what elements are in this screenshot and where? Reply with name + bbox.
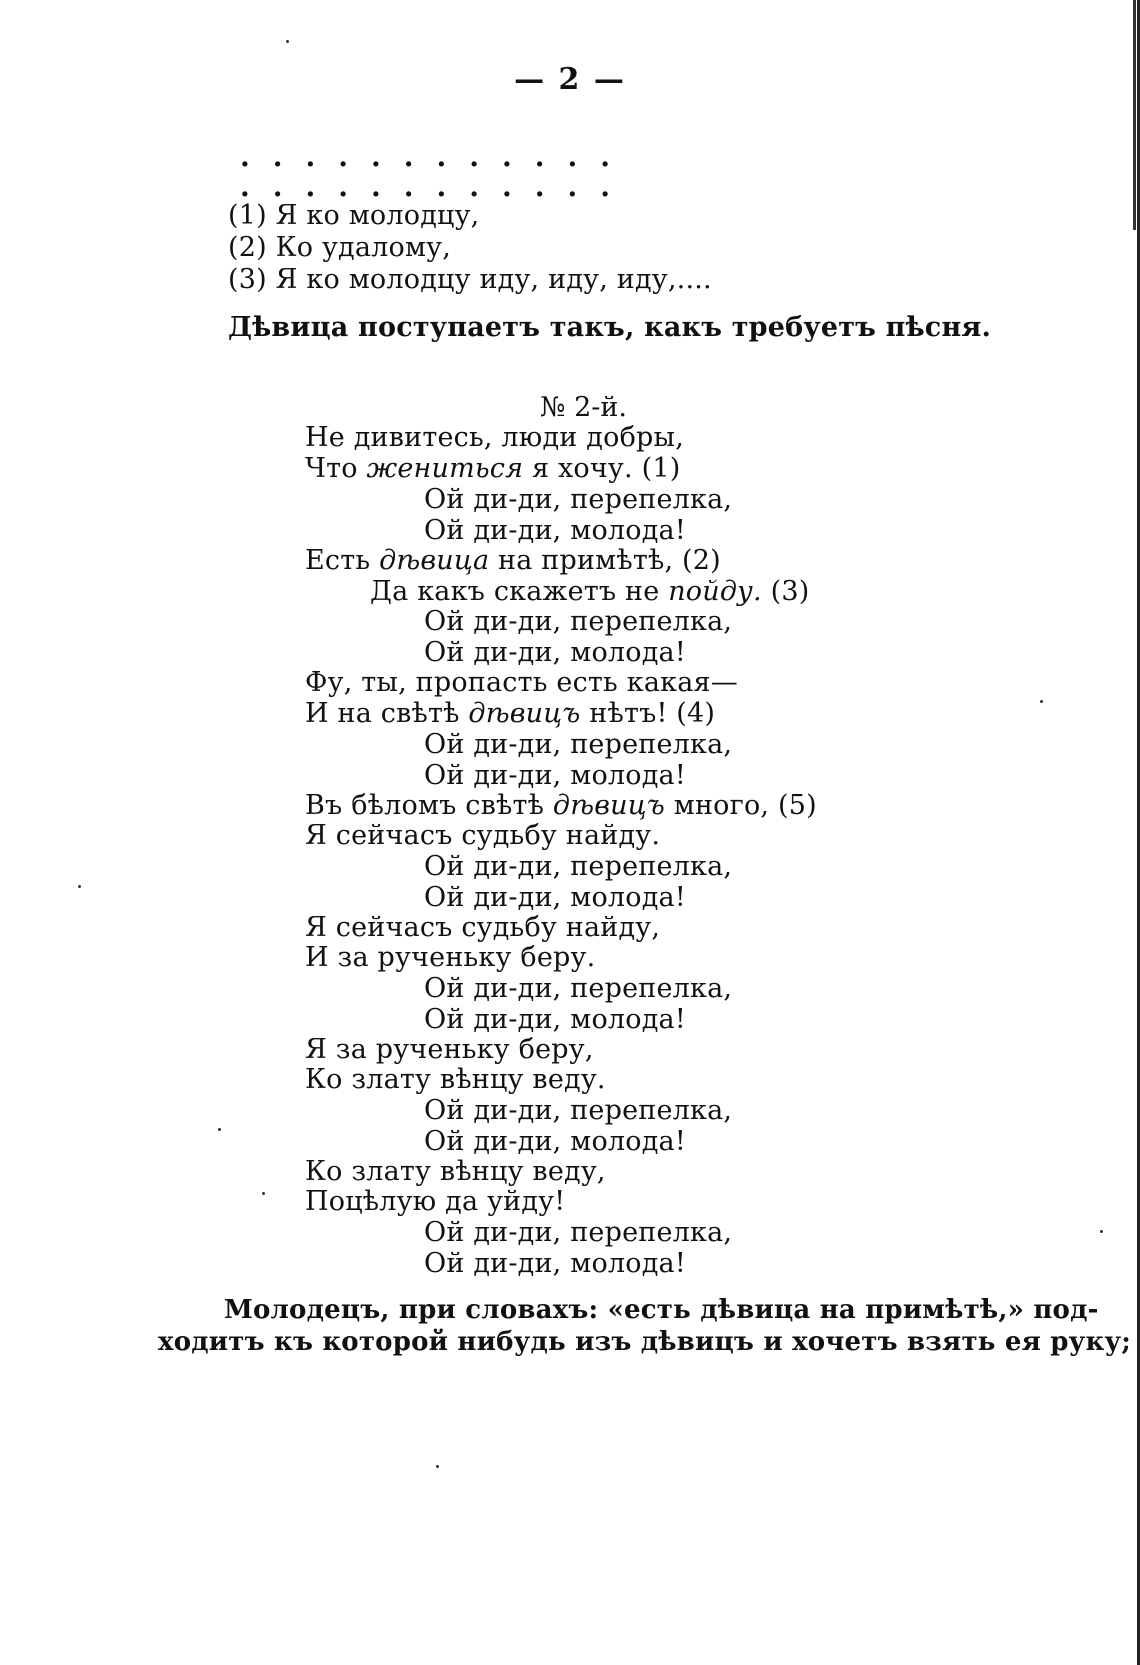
ellipsis-row: ............ — [240, 140, 633, 173]
verse-line: Ко злату вѣнцу веду. — [305, 1064, 606, 1095]
verse-text: на примѣтѣ, (2) — [489, 545, 721, 576]
refrain-line: Ой ди-ди, молода! — [424, 515, 686, 546]
verse-line — [305, 453, 680, 485]
verse-line: Ко злату вѣнцу веду, — [305, 1156, 606, 1187]
song-title: № 2-й. — [540, 392, 628, 423]
verse-text: (3) — [761, 576, 810, 607]
verse-italic: дѣвица — [379, 545, 490, 576]
verse-line: Не дивитесь, люди добры, — [305, 422, 684, 453]
refrain-line: Ой ди-ди, перепелка, — [424, 1095, 733, 1126]
verse-text: Въ бѣломъ свѣтѣ — [305, 790, 553, 821]
speck — [286, 40, 289, 43]
verse-line: Я за рученьку беру, — [305, 1034, 594, 1065]
refrain-line: Ой ди-ди, перепелка, — [424, 851, 733, 882]
speck — [262, 1192, 265, 1195]
verse-text: Есть — [305, 545, 380, 576]
refrain-line: Ой ди-ди, молода! — [424, 760, 686, 791]
verse-line: Я сейчасъ судьбу найду. — [305, 820, 661, 851]
verse-line: Я сейчасъ судьбу найду, — [305, 912, 661, 943]
speck — [1040, 700, 1043, 703]
verse-line: Фу, ты, пропасть есть какая— — [305, 667, 738, 698]
closing-line: Молодецъ, при словахъ: «есть дѣвица на примѣтѣ,» под- — [224, 1295, 1099, 1325]
speck — [78, 885, 81, 888]
refrain-line: Ой ди-ди, молода! — [424, 637, 686, 668]
verse-italic: дѣвицъ — [468, 698, 581, 729]
verse-text: я хочу. (1) — [523, 453, 681, 484]
refrain-line: Ой ди-ди, молода! — [424, 1126, 686, 1157]
scan-edge-top — [1133, 0, 1136, 230]
verse-line: И за рученьку беру. — [305, 942, 596, 973]
closing-line: ходитъ къ которой нибудь изъ дѣвицъ и хочетъ взять ея руку; — [158, 1327, 1132, 1357]
verse-text: Что — [305, 453, 367, 484]
verse-italic: дѣвицъ — [552, 790, 665, 821]
verse-text: нѣтъ! (4) — [580, 698, 716, 729]
verse-text: много, (5) — [665, 790, 817, 821]
refrain-line: Ой ди-ди, перепелка, — [424, 973, 733, 1004]
verse-italic: пойду. — [668, 576, 762, 607]
refrain-line: Ой ди-ди, перепелка, — [424, 606, 733, 637]
verse-line — [305, 790, 817, 822]
intro-line: (3) Я ко молодцу иду, иду, иду,.... — [228, 264, 712, 295]
verse-line — [305, 545, 721, 577]
speck — [436, 1465, 439, 1468]
refrain-line: Ой ди-ди, перепелка, — [424, 729, 733, 760]
refrain-line: Ой ди-ди, перепелка, — [424, 1217, 733, 1248]
verse-italic: жениться — [366, 453, 524, 484]
page-number: — 2 — — [514, 62, 626, 97]
verse-line: Поцѣлую да уйду! — [305, 1186, 566, 1217]
intro-note: Дѣвица поступаетъ такъ, какъ требуетъ пѣсня. — [228, 312, 992, 343]
refrain-line: Ой ди-ди, молода! — [424, 1248, 686, 1279]
verse-text: Да какъ скажетъ не — [370, 576, 669, 607]
intro-line: (2) Ко удалому, — [228, 232, 452, 263]
verse-line — [305, 698, 715, 730]
verse-line — [370, 576, 809, 608]
speck — [1100, 1230, 1103, 1233]
ellipsis-row: ............ — [240, 170, 633, 203]
intro-line: (1) Я ко молодцу, — [228, 200, 480, 231]
speck — [218, 1128, 221, 1131]
refrain-line: Ой ди-ди, молода! — [424, 882, 686, 913]
verse-text: И на свѣтѣ — [305, 698, 469, 729]
refrain-line: Ой ди-ди, молода! — [424, 1004, 686, 1035]
refrain-line: Ой ди-ди, перепелка, — [424, 484, 733, 515]
